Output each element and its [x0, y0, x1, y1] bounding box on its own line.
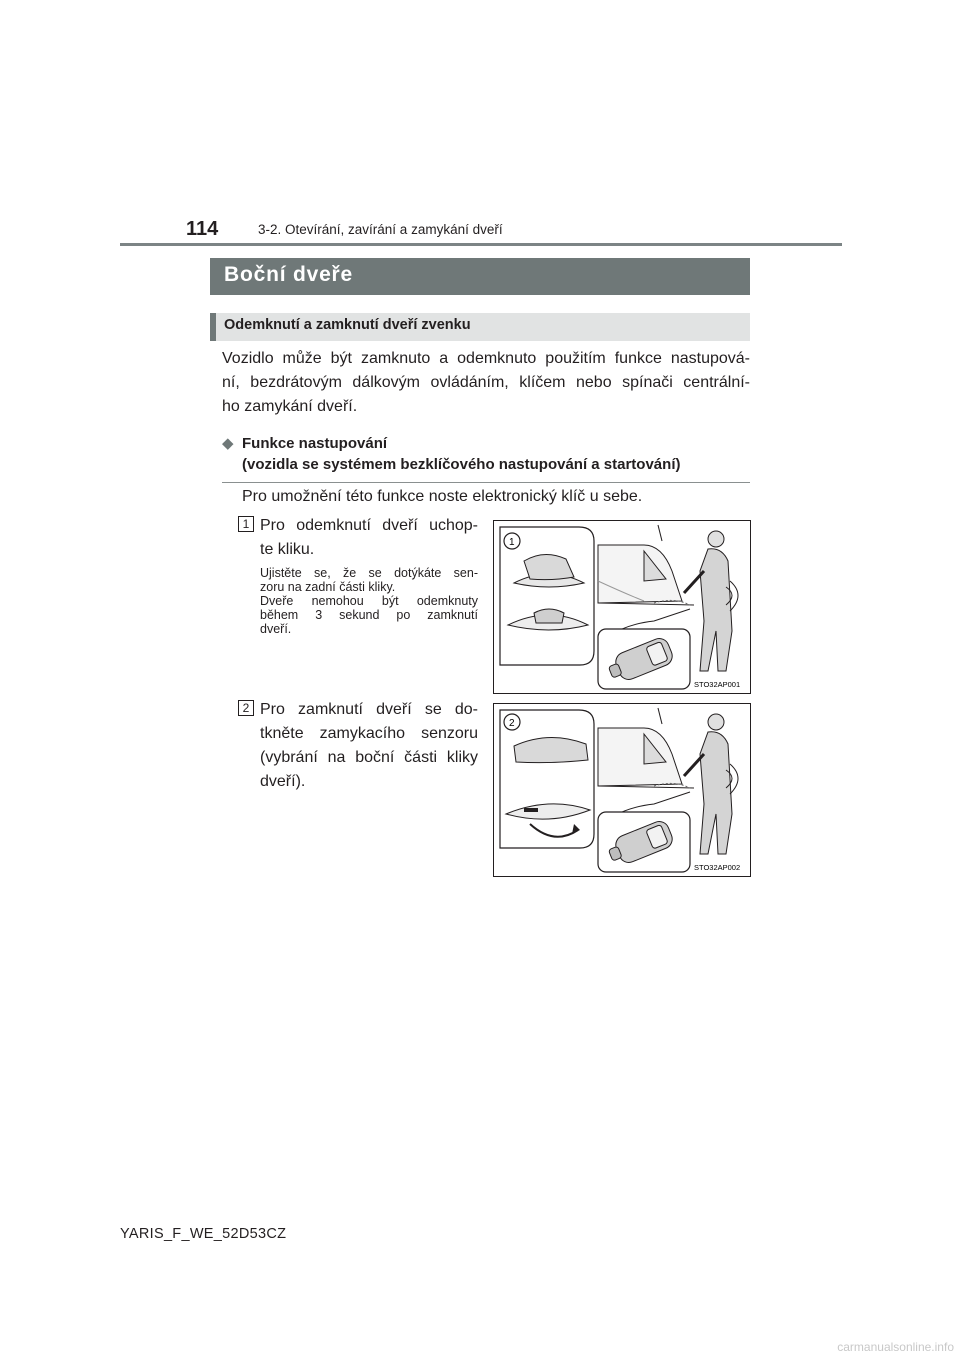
step-line: (vybrání na boční části kliky	[260, 749, 478, 766]
step-line: dveří).	[260, 773, 306, 790]
intro-line: Vozidlo může být zamknuto a odemknuto použitím funkce nastupová-	[222, 350, 750, 367]
figure-code: STO32AP001	[694, 680, 741, 689]
step-number-badge: 1	[238, 516, 254, 532]
lock-illustration	[494, 704, 750, 876]
intro-paragraph	[222, 347, 750, 419]
section-title-bar	[210, 258, 750, 295]
figure-code: STO32AP002	[694, 863, 741, 872]
feature-subtitle: (vozidla se systémem bezklíčového nastupování a startování)	[242, 456, 681, 473]
subsection-title-bar	[210, 313, 750, 341]
svg-text:1: 1	[509, 537, 515, 548]
figure-unlock-door	[493, 520, 751, 694]
diamond-bullet-icon: ◆	[222, 435, 234, 452]
step-2-text	[260, 698, 478, 794]
unlock-illustration	[494, 521, 750, 693]
note-line: během 3 sekund po zamknutí	[260, 608, 478, 622]
note-line: dveří.	[260, 622, 292, 636]
subsection-accent	[210, 313, 216, 341]
running-title: 3-2. Otevírání, zavírání a zamykání dveří	[258, 222, 503, 237]
header-divider	[120, 243, 842, 246]
note-line: zoru na zadní části kliky.	[260, 580, 396, 594]
watermark: carmanualsonline.info	[837, 1340, 954, 1354]
carry-key-text: Pro umožnění této funkce noste elektronický klíč u sebe.	[242, 488, 643, 505]
document-code: YARIS_F_WE_52D53CZ	[120, 1226, 287, 1242]
note-line: Ujistěte se, že se dotýkáte sen-	[260, 566, 478, 580]
feature-title: Funkce nastupování	[242, 435, 388, 452]
step-line: te kliku.	[260, 541, 315, 558]
section-title: Boční dveře	[224, 263, 354, 286]
step-1-text	[260, 514, 478, 562]
intro-line: ní, bezdrátovým dálkovým ovládáním, klíčem nebo spínači centrální-	[222, 374, 750, 391]
step-line: tkněte zamykacího senzoru	[260, 725, 478, 742]
feature-divider	[222, 482, 750, 483]
intro-line: ho zamykání dveří.	[222, 398, 358, 415]
note-line: Dveře nemohou být odemknuty	[260, 594, 478, 608]
step-line: Pro zamknutí dveří se do-	[260, 701, 478, 718]
step-1-note	[260, 566, 478, 636]
svg-text:2: 2	[509, 718, 515, 729]
subsection-title: Odemknutí a zamknutí dveří zvenku	[224, 317, 471, 333]
figure-lock-door	[493, 703, 751, 877]
step-line: Pro odemknutí dveří uchop-	[260, 517, 478, 534]
step-number-badge: 2	[238, 700, 254, 716]
page-number: 114	[186, 218, 219, 240]
